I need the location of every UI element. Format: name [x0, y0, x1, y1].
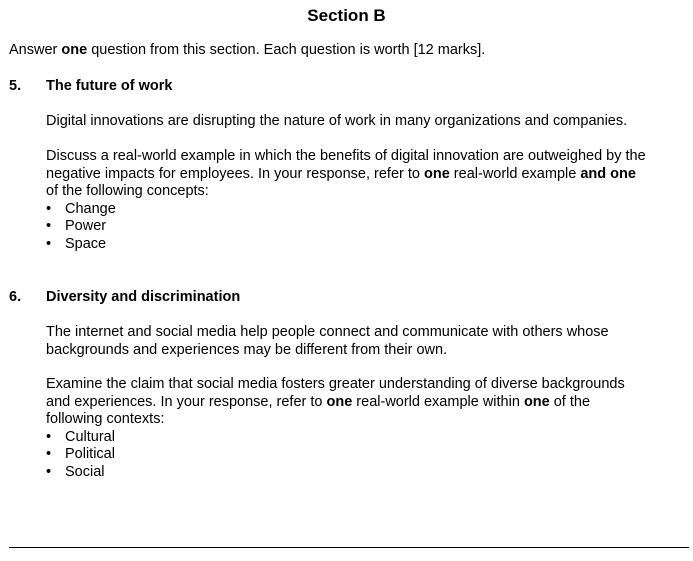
question-5-title: The future of work	[46, 78, 173, 94]
bullet-icon: •	[46, 446, 52, 463]
task-text: real-world example within	[352, 393, 524, 410]
section-title: Section B	[307, 6, 386, 25]
question-6-options	[46, 429, 646, 482]
task-emphasis: one	[610, 165, 636, 182]
bullet-icon: •	[46, 200, 52, 217]
question-6-title: Diversity and discrimination	[46, 289, 241, 305]
option-label: Political	[65, 446, 115, 463]
option-label: Power	[65, 218, 107, 235]
list-item	[46, 464, 646, 482]
option-label: Cultural	[65, 428, 115, 445]
question-5-number: 5.	[9, 78, 22, 94]
task-text: real-world example	[449, 165, 581, 182]
question-5-task	[46, 148, 646, 254]
bullet-icon: •	[46, 218, 52, 235]
task-emphasis: and	[580, 165, 607, 182]
task-text: Discuss a real-world example in which the benefits of digital innovation are outweighed by the negative impacts for employees. In your response, refer to	[46, 148, 646, 182]
bullet-icon: •	[46, 463, 52, 480]
list-item	[46, 201, 646, 219]
question-5-intro: Digital innovations are disrupting the nature of work in many organizations and companies.	[46, 113, 628, 129]
list-item	[46, 429, 646, 447]
task-text: Examine the claim that social media fosters greater understanding of diverse backgrounds and experiences. In your response, refer to	[46, 376, 625, 410]
section-instructions	[9, 42, 689, 60]
task-emphasis: one	[326, 393, 353, 410]
question-6-intro: The internet and social media help people connect and communicate with others whose backgrounds and experiences may be different from their own.	[46, 324, 609, 358]
task-text: of the following concepts:	[46, 183, 209, 200]
list-item	[46, 236, 646, 254]
instructions-text: Answer	[9, 42, 62, 58]
question-6-task-text	[46, 376, 646, 429]
instructions-emphasis: one	[61, 42, 88, 58]
list-item	[46, 218, 646, 236]
question-5-options	[46, 201, 646, 254]
task-emphasis: one	[523, 393, 550, 410]
bullet-icon: •	[46, 235, 52, 252]
task-emphasis: one	[424, 165, 450, 182]
question-6-task	[46, 376, 646, 482]
bullet-icon: •	[46, 428, 52, 445]
option-label: Change	[65, 200, 116, 217]
question-5-task-text	[46, 148, 646, 201]
footer-divider	[9, 547, 689, 548]
task-text: of the following contexts:	[46, 393, 591, 428]
option-label: Space	[65, 235, 107, 252]
option-label: Social	[65, 463, 105, 480]
instructions-text: question from this section. Each question is worth [12 marks].	[87, 42, 486, 58]
list-item	[46, 446, 646, 464]
question-6-number: 6.	[9, 289, 22, 305]
